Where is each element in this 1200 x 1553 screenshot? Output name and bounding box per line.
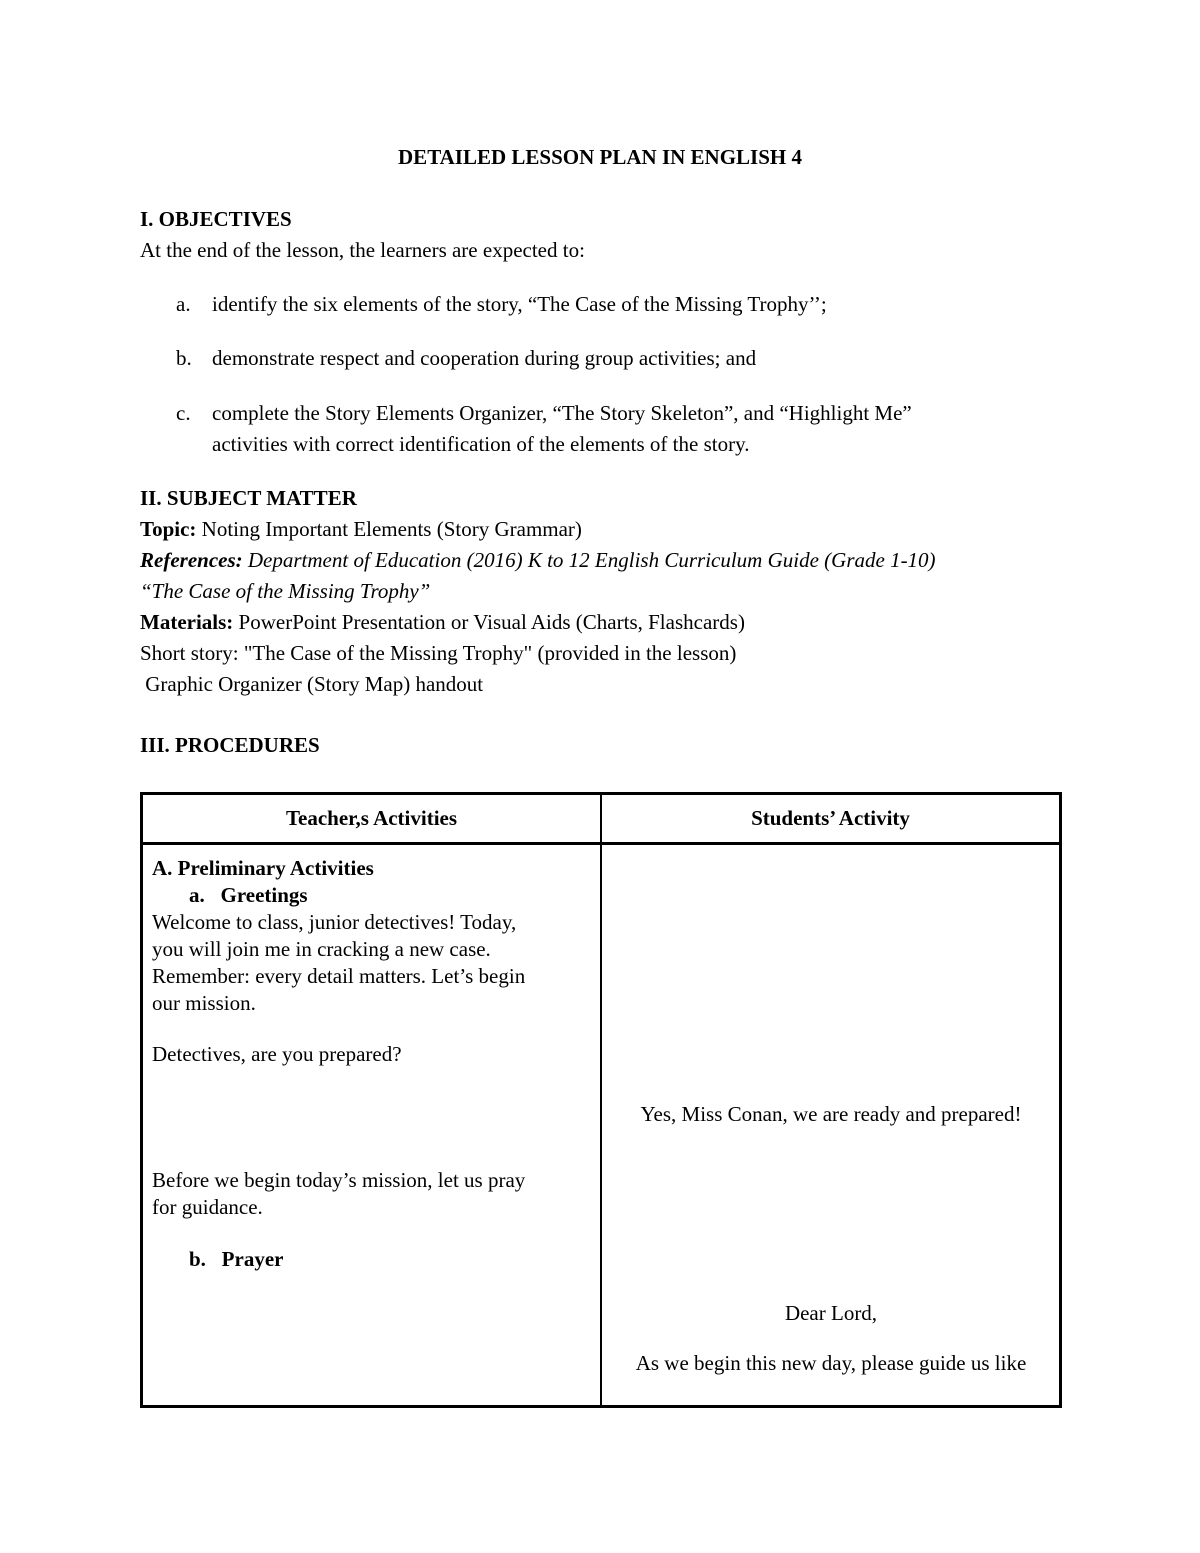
topic-line: [140, 514, 582, 545]
prayer-intro-line-2: for guidance.: [152, 1195, 263, 1219]
prayer-intro-line-1: Before we begin today’s mission, let us pray: [152, 1168, 526, 1192]
document-title: DETAILED LESSON PLAN IN ENGLISH 4: [398, 145, 802, 169]
prayer-line-2: As we begin this new day, please guide us like: [635, 1351, 1027, 1375]
objective-text: complete the Story Elements Organizer, “The Story Skeleton”, and “Highlight Me”: [212, 401, 912, 425]
students-activity-cell: [601, 844, 1061, 1407]
objective-text: demonstrate respect and cooperation during group activities; and: [212, 346, 757, 370]
greeting-line-3: Remember: every detail matters. Let’s begin: [152, 964, 526, 988]
objectives-intro: At the end of the lesson, the learners are expected to:: [140, 238, 585, 262]
preliminary-activities-heading: A. Preliminary Activities: [152, 856, 374, 880]
teacher-question: Detectives, are you prepared?: [152, 1042, 402, 1066]
prayer-line-1: Dear Lord,: [784, 1301, 878, 1325]
topic-value: Noting Important Elements (Story Grammar): [196, 517, 582, 541]
objective-item-b: [176, 343, 756, 374]
objectives-heading: I. OBJECTIVES: [140, 207, 292, 231]
materials-value: PowerPoint Presentation or Visual Aids (Charts, Flashcards): [233, 610, 745, 634]
table-row: [142, 844, 1061, 1407]
objective-item-c: [176, 398, 912, 429]
objective-marker: c.: [176, 401, 191, 425]
references-label: References:: [140, 548, 243, 572]
greetings-subheading: a. Greetings: [189, 883, 308, 907]
teacher-activities-cell: [142, 844, 602, 1407]
objective-marker: b.: [176, 346, 192, 370]
prayer-subheading: b. Prayer: [189, 1247, 284, 1271]
procedures-heading: III. PROCEDURES: [140, 733, 320, 757]
objective-item-c-continued: activities with correct identification of the elements of the story.: [212, 432, 750, 456]
greeting-line-2: you will join me in cracking a new case.: [152, 937, 491, 961]
materials-label: Materials:: [140, 610, 234, 634]
materials-graphic-organizer: Graphic Organizer (Story Map) handout: [140, 672, 484, 696]
students-reply: Yes, Miss Conan, we are ready and prepared!: [640, 1102, 1022, 1126]
objective-item-a: [176, 289, 827, 320]
table-header-row: [142, 794, 1061, 844]
teacher-column-header: Teacher,s Activities: [142, 794, 602, 844]
greeting-line-1: Welcome to class, junior detectives! Today,: [152, 910, 517, 934]
references-line: [140, 545, 936, 576]
references-value: Department of Education (2016) K to 12 English Curriculum Guide (Grade 1-10): [242, 548, 936, 572]
references-story-title: “The Case of the Missing Trophy”: [140, 579, 431, 603]
materials-short-story: Short story: "The Case of the Missing Trophy" (provided in the lesson): [140, 641, 737, 665]
greeting-line-4: our mission.: [152, 991, 256, 1015]
topic-label: Topic:: [140, 517, 197, 541]
materials-line: [140, 607, 745, 638]
students-column-header: Students’ Activity: [601, 794, 1061, 844]
subject-matter-heading: II. SUBJECT MATTER: [140, 486, 357, 510]
objective-marker: a.: [176, 292, 191, 316]
procedures-table: [140, 792, 1062, 1408]
objective-text: identify the six elements of the story, “The Case of the Missing Trophy’’;: [212, 292, 827, 316]
